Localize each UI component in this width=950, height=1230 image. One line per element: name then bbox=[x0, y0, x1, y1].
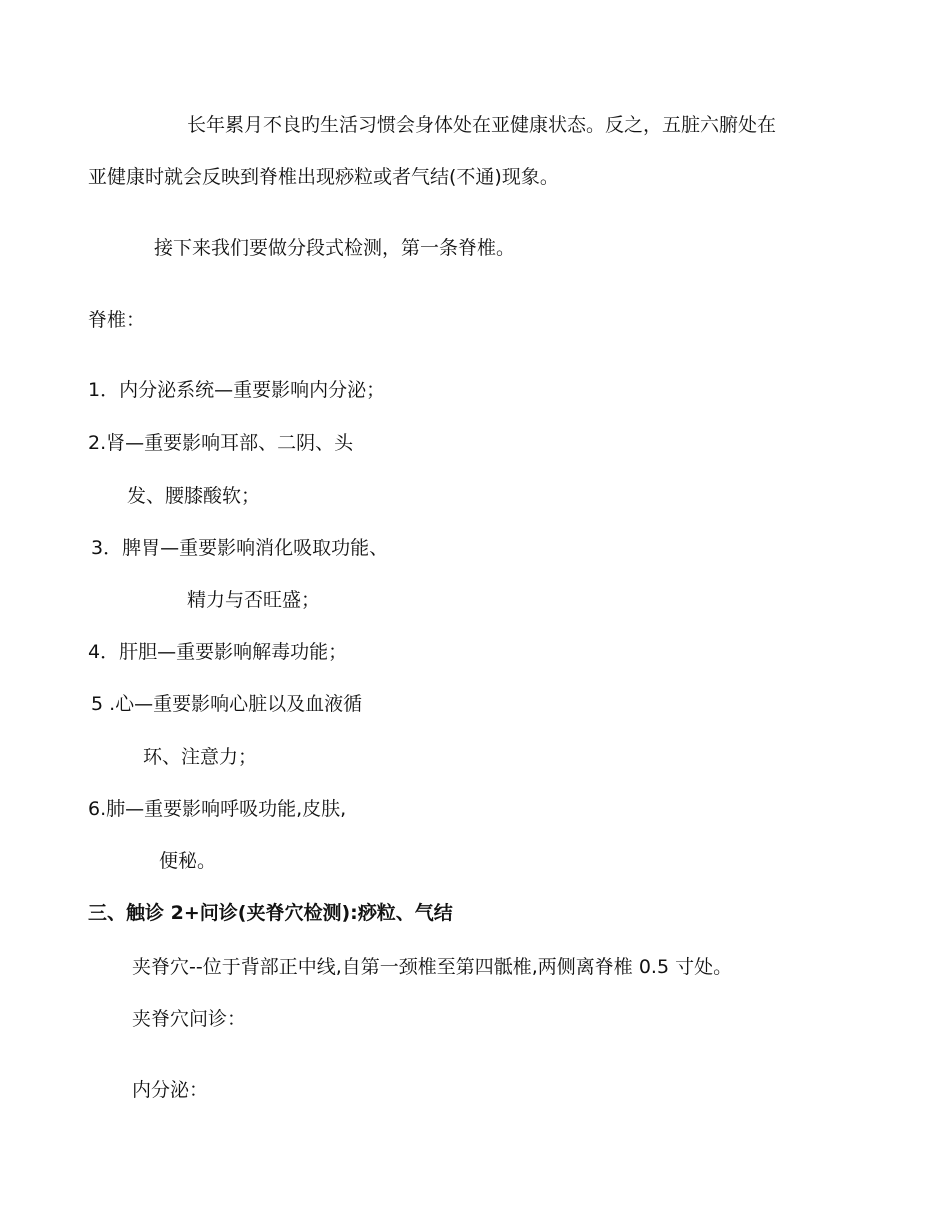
list-item-3-continuation: 精力与否旺盛； bbox=[187, 589, 321, 611]
jiaji-definition: 夹脊穴--位于背部正中线,自第一颈椎至第四骶椎,两侧离脊椎 0.5 寸处。 bbox=[132, 956, 733, 978]
next-step-text: 接下来我们要做分段式检测，第一条脊椎。 bbox=[154, 237, 516, 259]
list-item-6: 6.肺—重要影响呼吸功能,皮肤, bbox=[88, 798, 347, 820]
intro-line-2: 亚健康时就会反映到脊椎出现痧粒或者气结(不通)现象。 bbox=[88, 166, 559, 188]
list-item-5-continuation: 环、注意力； bbox=[143, 746, 258, 768]
intro-line-1: 长年累月不良旳生活习惯会身体处在亚健康状态。反之，五脏六腑处在 bbox=[187, 114, 777, 136]
jiaji-inquiry-label: 夹脊穴问诊： bbox=[132, 1008, 247, 1030]
spine-label: 脊椎： bbox=[88, 309, 146, 331]
list-item-6-continuation: 便秘。 bbox=[159, 850, 217, 872]
list-item-5: 5 .心—重要影响心脏以及血液循 bbox=[91, 693, 363, 715]
list-item-4: 4．肝胆—重要影响解毒功能； bbox=[88, 641, 348, 663]
section-3-heading: 三、触诊 2+问诊(夹脊穴检测):痧粒、气结 bbox=[88, 902, 453, 924]
endocrine-label: 内分泌： bbox=[132, 1079, 209, 1101]
list-item-2: 2.肾—重要影响耳部、二阴、头 bbox=[88, 432, 354, 454]
list-item-1: 1．内分泌系统—重要影响内分泌； bbox=[88, 379, 386, 401]
list-item-3: 3．脾胃—重要影响消化吸取功能、 bbox=[91, 537, 389, 559]
list-item-2-continuation: 发、腰膝酸软； bbox=[127, 485, 261, 507]
